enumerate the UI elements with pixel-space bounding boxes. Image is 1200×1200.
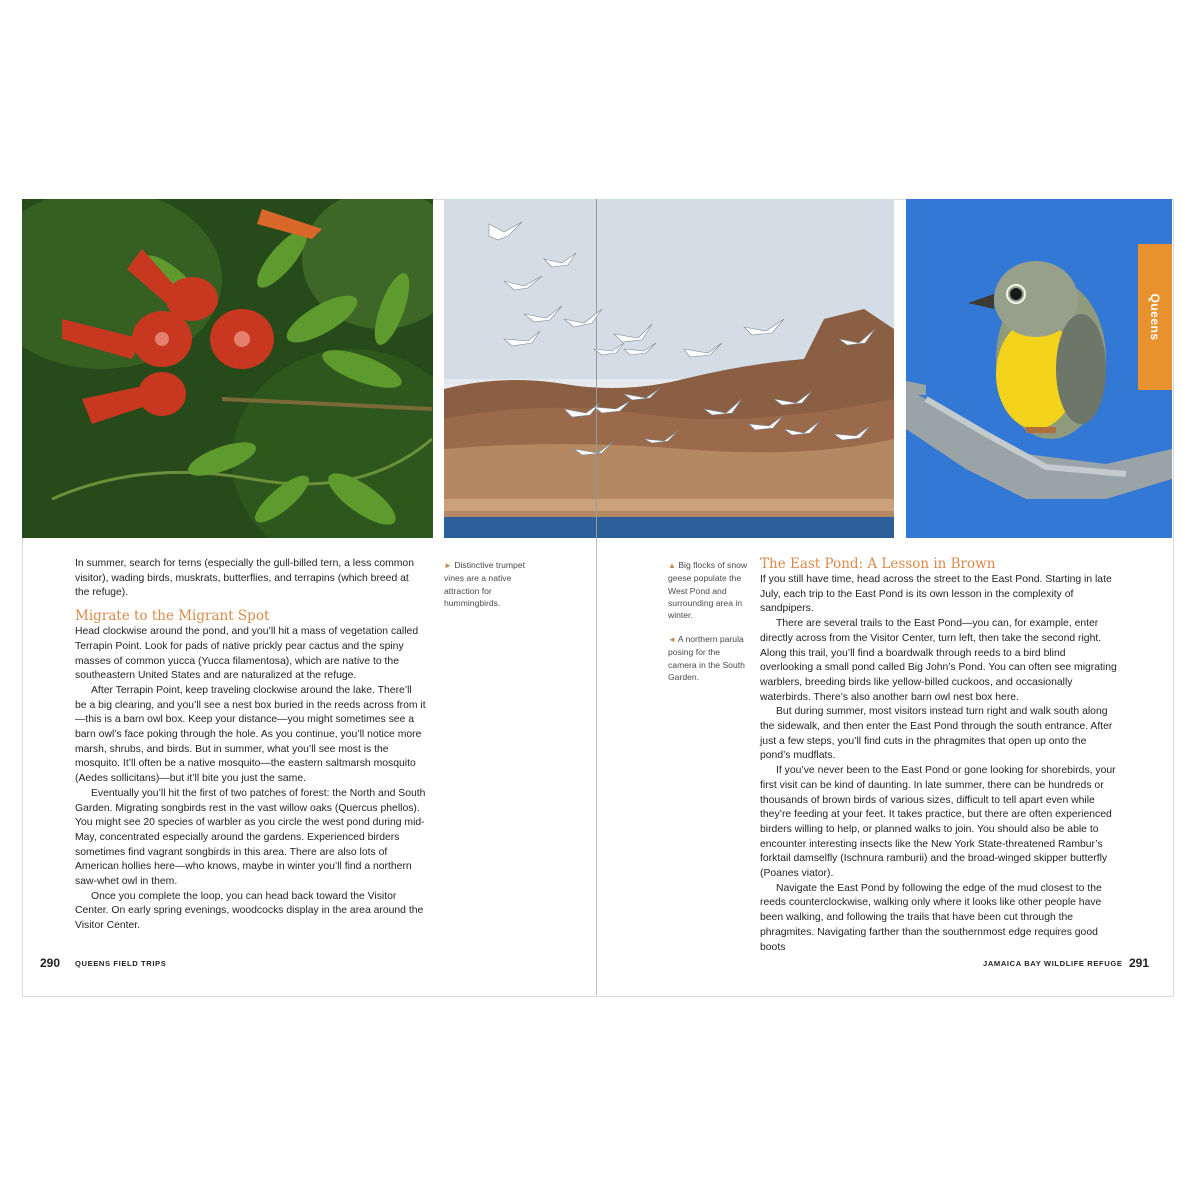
caption-arrow-icon: ►: [444, 561, 452, 570]
section-tab-label: Queens: [1148, 293, 1162, 341]
caption-northern-parula: [668, 633, 750, 683]
paragraph-barn-owl: After Terrapin Point, keep traveling clockwise around the lake. There’ll be a big clearing, and you’ll see a nest box buried in the reeds across from it—this is a barn owl box. Keep your distance—you might sometimes see a barn owl’s face poking through the hole. As you continue, you’ll notice more marsh, shrubs, and birds. But in summer, what you’ll see most is the mosquito. It’ll often be a native mosquito—the eastern saltmarsh mosquito (Aedes sollicitans)—but it’ll bite you just the same.: [75, 684, 426, 785]
snow-geese-illustration: [444, 199, 894, 538]
caption-up-arrow-icon: ▲: [668, 561, 676, 570]
trumpet-vine-photo: [22, 199, 433, 538]
section-heading-migrant-spot: Migrate to the Migrant Spot: [75, 608, 270, 625]
paragraph-summer-route: But during summer, most visitors instead turn right and walk south along the sidewalk, and then enter the East Pond through the south entrance. After just a few steps, you’ll find cuts in the phragmites that open up onto the pond’s mudflats.: [760, 706, 1113, 762]
left-page-body: [75, 557, 426, 934]
paragraph-terrapin-point: Head clockwise around the pond, and you’ll hit a mass of vegetation called Terrapin Point. Look for pads of native prickly pear cactus and the spiny masses of common yucca (Yucca filamentosa), which are native to the southeastern United States and are naturalized at the refuge.: [75, 626, 419, 682]
running-head-right: JAMAICA BAY WILDLIFE REFUGE: [983, 959, 1123, 968]
trumpet-vine-illustration: [22, 199, 433, 538]
paragraph-east-pond-intro: If you still have time, head across the street to the East Pond. Starting in late July, each trip to the East Pond is its own lesson in the complexity of sandpipers.: [760, 574, 1112, 615]
right-page-body: [760, 555, 1119, 955]
caption-northern-parula-text: A northern parula posing for the camera in the South Garden.: [668, 634, 745, 682]
paragraph-shorebirds: If you’ve never been to the East Pond or gone looking for shorebirds, your first visit can be kind of daunting. In late summer, there can be hundreds or thousands of brown birds of various sizes, difficult to tell apart even while they’re feeding at your feet. It takes practice, but there are often experienced birders willing to help, or planned walks to join. You should also be able to encounter interesting insects like the New York State-threatened Rambur’s forktail damselfly (Ischnura ramburii) and the broad-winged skipper butterfly (Poanes viator).: [760, 765, 1116, 880]
caption-snow-geese-text: Big flocks of snow geese populate the West Pond and surrounding area in winter.: [668, 560, 748, 621]
page-number-left: 290: [40, 956, 61, 970]
caption-left-arrow-icon: ◄: [668, 635, 676, 644]
paragraph-navigate: Navigate the East Pond by following the edge of the mud closest to the reeds counterclockwise, walking only where it looks like other people have been walking, and following the trails that have been cut through the phragmites. Navigating farther than the southernmost edge requires good boots: [760, 882, 1102, 953]
running-head-left: QUEENS FIELD TRIPS: [75, 959, 167, 968]
caption-snow-geese: [668, 559, 750, 621]
intro-paragraph: In summer, search for terns (especially the gull-billed tern, a less common visitor), wading birds, muskrats, butterflies, and terrapins (which breed at the refuge).: [75, 558, 414, 599]
page-number-right: 291: [1129, 956, 1150, 970]
section-tab-queens: [1138, 244, 1172, 390]
snow-geese-photo: [444, 199, 894, 538]
paragraph-loop: Once you complete the loop, you can head back toward the Visitor Center. On early spring evenings, woodcocks display in the area around the Visitor Center.: [75, 890, 424, 932]
northern-parula-illustration: [906, 199, 1172, 538]
northern-parula-photo: [906, 199, 1172, 538]
paragraph-gardens: Eventually you’ll hit the first of two patches of forest: the North and South Garden. Migrating songbirds rest in the vast willow oaks (Quercus phellos). You might see 20 species of warbler as you circle the west pond during mid-May, concentrated especially around the gardens. Experienced birders sometimes find vagrant songbirds in this area. There are also lots of American hollies here—who knows, maybe in winter you’ll find a northern saw-whet owl in them.: [75, 787, 426, 888]
caption-trumpet-vine: [444, 559, 526, 609]
section-heading-east-pond: The East Pond: A Lesson in Brown: [760, 556, 996, 572]
paragraph-trails: There are several trails to the East Pond—you can, for example, enter directly across from the Visitor Center, turn left, then take the second right. Along this trail, you’ll find a boardwalk through reeds to a bird blind overlooking a small pond called Big John’s Pond. You can often see migrating warblers, breeding birds like yellow-billed cuckoos, and occasionally waterbirds. There’s also another barn owl nest box here.: [760, 618, 1117, 703]
caption-trumpet-vine-text: Distinctive trumpet vines are a native attraction for hummingbirds.: [444, 560, 525, 608]
